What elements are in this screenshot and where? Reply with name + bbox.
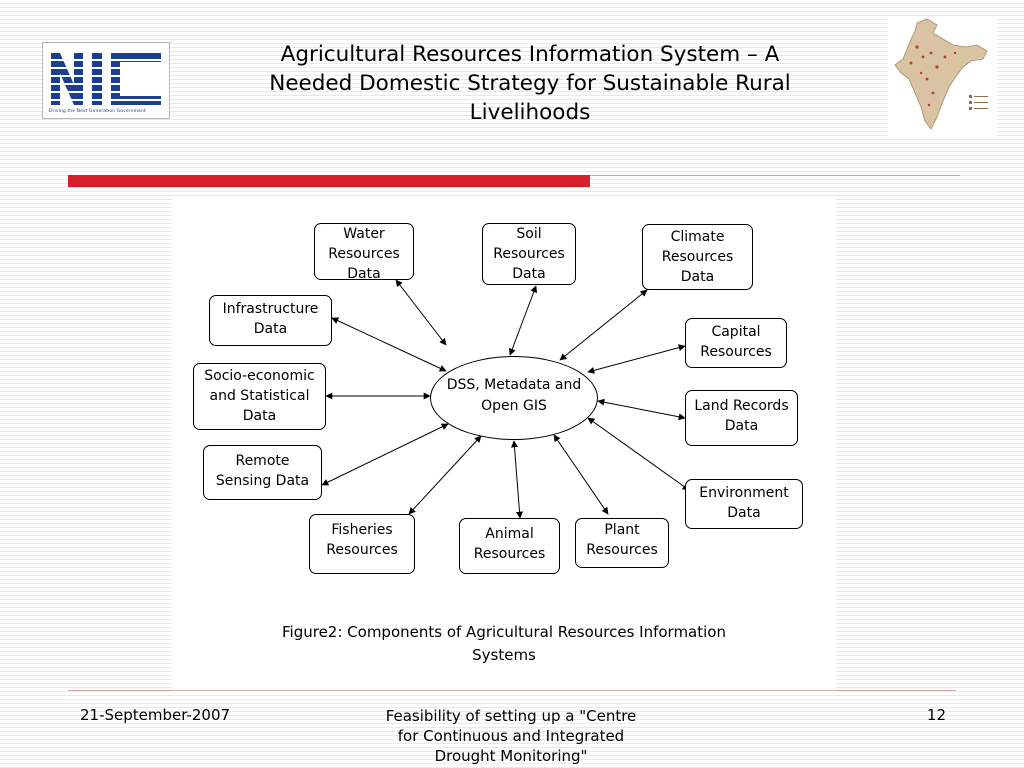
- connector-soil: [510, 286, 536, 355]
- connector-capital: [588, 346, 685, 372]
- connector-animal: [514, 441, 520, 518]
- connector-plant: [554, 435, 608, 514]
- connector-land: [598, 401, 685, 418]
- connector-remote: [322, 424, 448, 485]
- footer-date: 21-September-2007: [80, 706, 231, 724]
- logo-tagline: Driving the Next Generation Government: [49, 109, 146, 114]
- footer-divider-line: [68, 690, 956, 691]
- nic-logo-graphic: [43, 43, 169, 118]
- figure-caption: Figure2: Components of Agricultural Resources Information Systems: [282, 623, 726, 664]
- footer-presentation-title: Feasibility of setting up a "Centre for Continuous and Integrated Drought Monitoring": [385, 707, 637, 765]
- node-plant-resources: Plant Resources: [575, 518, 669, 568]
- node-fisheries-resources: Fisheries Resources: [309, 514, 415, 574]
- connector-infrastructure: [332, 318, 446, 371]
- diagram-panel: [172, 198, 836, 695]
- node-socio-economic: Socio-economic and Statistical Data: [193, 363, 326, 430]
- connector-environment: [588, 418, 689, 490]
- node-infrastructure: Infrastructure Data: [209, 295, 332, 346]
- node-water-resources: Water Resources Data: [314, 223, 414, 280]
- node-climate-resources: Climate Resources Data: [642, 224, 753, 290]
- title-divider-line: [590, 175, 960, 176]
- node-environment: Environment Data: [685, 479, 803, 529]
- node-remote-sensing: Remote Sensing Data: [203, 445, 322, 500]
- connector-climate: [560, 290, 647, 360]
- slide-title: Agricultural Resources Information System – A Needed Domestic Strategy for Sustainable Rural Livelihoods: [269, 42, 791, 125]
- nic-logo: [42, 42, 170, 119]
- connector-fisheries: [409, 436, 481, 514]
- node-soil-resources: Soil Resources Data: [482, 223, 576, 285]
- india-map-image: [887, 17, 997, 138]
- hub-dss-metadata-gis: DSS, Metadata and Open GIS: [430, 356, 598, 440]
- connector-water: [396, 280, 446, 345]
- slide-number: 12: [926, 706, 946, 724]
- node-animal-resources: Animal Resources: [459, 518, 560, 574]
- node-land-records: Land Records Data: [685, 390, 798, 446]
- node-capital-resources: Capital Resources: [685, 318, 787, 368]
- title-accent-bar: [68, 175, 590, 187]
